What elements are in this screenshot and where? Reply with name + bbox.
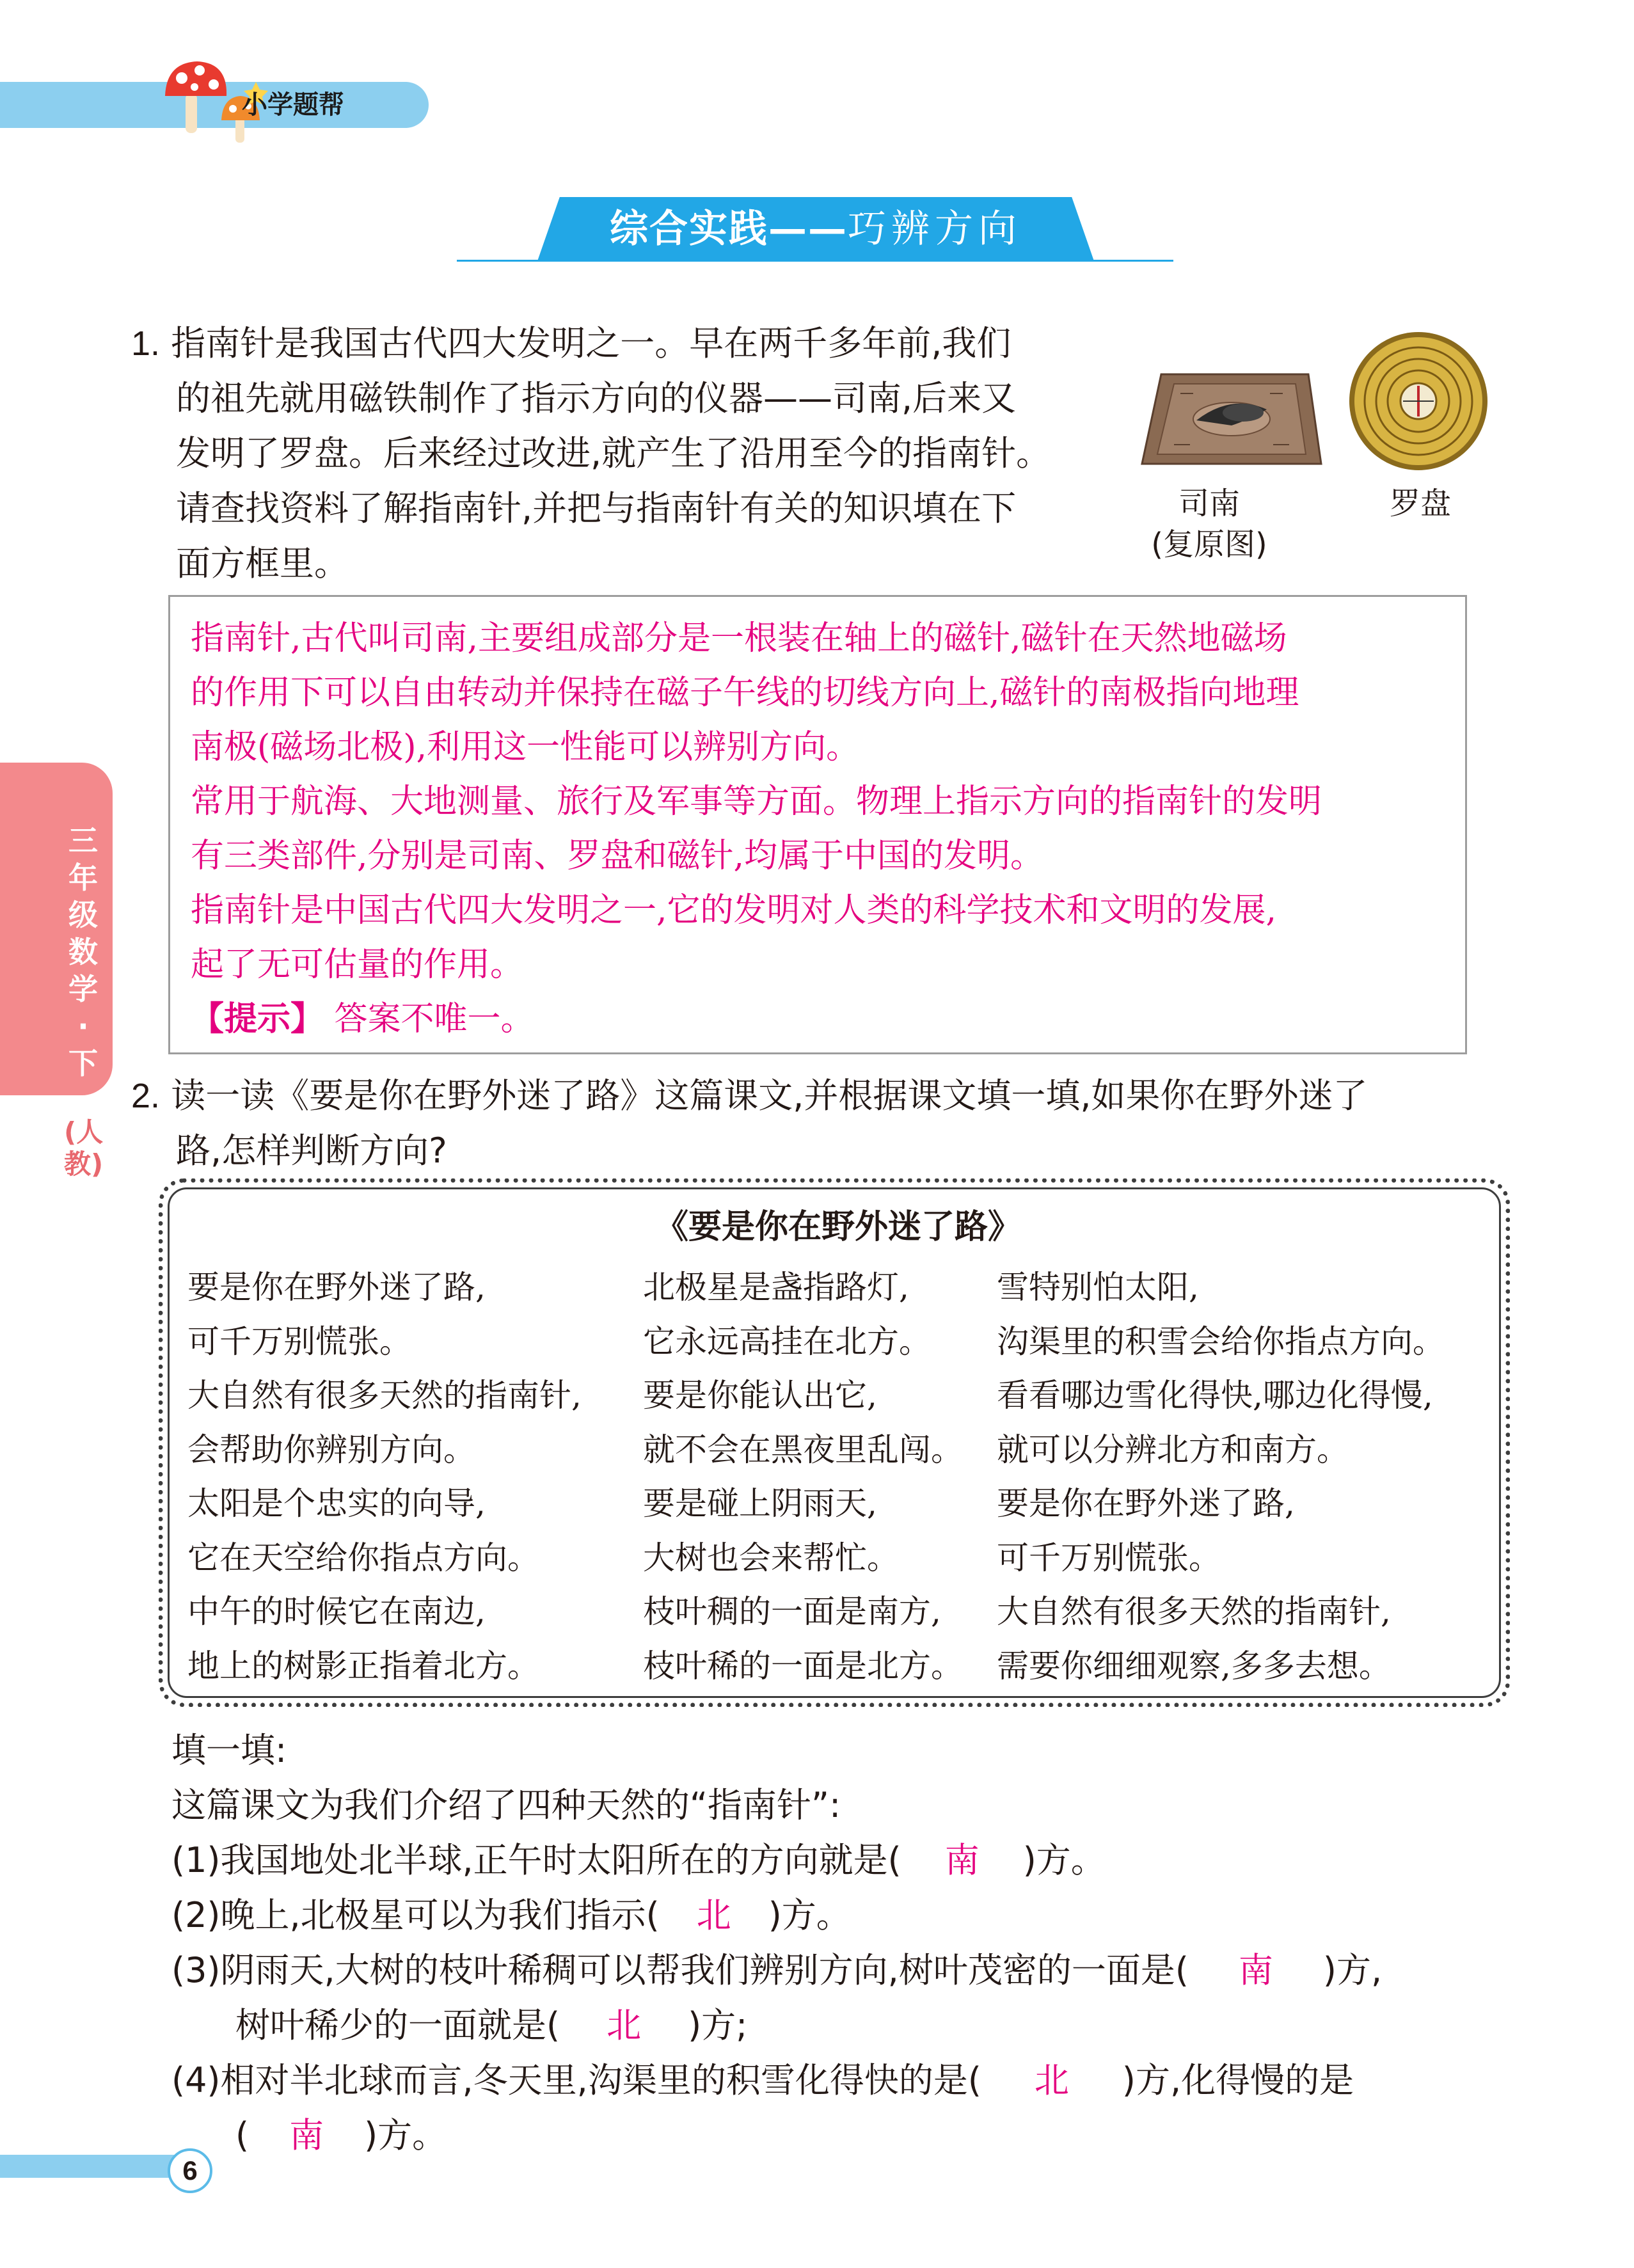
answer-line: 起了无可估量的作用。 <box>191 946 524 984</box>
fill-answer: 北 <box>607 2005 642 2045</box>
poem-line: 就可以分辨北方和南方。 <box>997 1431 1349 1468</box>
luopan-caption: 罗盘 <box>1389 486 1451 521</box>
poem-line: 要是你在野外迷了路, <box>187 1269 486 1306</box>
hint-label: 【提示】 <box>191 1000 324 1038</box>
fill-item-3: (3)阴雨天,大树的枝叶稀稠可以帮我们辨别方向,树叶茂密的一面是( 南 )方, <box>171 1943 1547 1998</box>
fill-item-1: (1)我国地处北半球,正午时太阳所在的方向就是( 南 )方。 <box>171 1833 1547 1888</box>
poem-line: 沟渠里的积雪会给你指点方向。 <box>997 1322 1445 1360</box>
question-number: 2. <box>131 1077 161 1115</box>
fill-item-3-cont: 树叶稀少的一面就是( 北 )方; <box>171 1998 1547 2053</box>
poem-line: 它在天空给你指点方向。 <box>187 1539 539 1576</box>
poem-line: 大自然有很多天然的指南针, <box>187 1377 582 1414</box>
luopan-compass-image <box>1347 329 1491 473</box>
hint-text: 答案不唯一。 <box>334 1000 534 1038</box>
hint-line <box>191 992 1464 1047</box>
poem-line: 可千万别慌张。 <box>997 1539 1221 1576</box>
poem-line: 要是碰上阴雨天, <box>643 1485 877 1522</box>
poem-title: 《要是你在野外迷了路》 <box>654 1208 1021 1246</box>
question-2-line: 2. 读一读《要是你在野外迷了路》这篇课文,并根据课文填一填,如果你在野外迷了 <box>131 1075 1368 1116</box>
answer-line: 常用于航海、大地测量、旅行及军事等方面。物理上指示方向的指南针的发明 <box>191 782 1322 821</box>
fill-item-2: (2)晚上,北极星可以为我们指示( 北 )方。 <box>171 1888 1547 1943</box>
poem-line: 雪特别怕太阳, <box>997 1269 1199 1306</box>
fill-answer: 南 <box>289 2115 324 2155</box>
fill-answer: 北 <box>1034 2060 1069 2100</box>
page-number: 6 <box>168 2148 212 2193</box>
section-title <box>537 197 1094 261</box>
side-tab-subject: 三年级数学·下 <box>68 823 98 1081</box>
fill-answer: 北 <box>696 1895 731 1935</box>
answer-text <box>191 612 1464 1047</box>
poem-line: 就不会在黑夜里乱闯。 <box>643 1431 963 1468</box>
footer-band <box>0 2155 192 2178</box>
answer-line: 指南针是中国古代四大发明之一,它的发明对人类的科学技术和文明的发展, <box>191 891 1277 930</box>
poem-line: 中午的时候它在南边, <box>187 1593 486 1630</box>
section-title-main: 综合实践 <box>610 207 768 251</box>
question-2-line: 路,怎样判断方向? <box>176 1130 447 1171</box>
poem-column-3 <box>997 1260 1445 1693</box>
fill-answer: 南 <box>944 1840 980 1880</box>
side-tab-edition: (人教) <box>64 1116 104 1180</box>
fill-item-4-cont: ( 南 )方。 <box>171 2108 1547 2163</box>
poem-line: 会帮助你辨别方向。 <box>187 1431 475 1468</box>
question-number: 1. <box>131 324 161 363</box>
poem-line: 要是你能认出它, <box>643 1377 877 1414</box>
question-1-line: 的祖先就用磁铁制作了指示方向的仪器——司南,后来又 <box>176 378 1017 418</box>
section-title-dash: —— <box>768 207 848 251</box>
poem-line: 可千万别慌张。 <box>187 1322 411 1360</box>
poem-line: 大树也会来帮忙。 <box>643 1539 899 1576</box>
poem-line: 看看哪边雪化得快,哪边化得慢, <box>997 1377 1433 1414</box>
poem-line: 地上的树影正指着北方。 <box>187 1647 539 1685</box>
poem-column-2 <box>643 1260 963 1693</box>
sinan-caption: 司南 (复原图) <box>1151 486 1267 562</box>
poem-line: 它永远高挂在北方。 <box>643 1322 931 1360</box>
fill-answer: 南 <box>1238 1950 1273 1990</box>
poem-column-1 <box>187 1260 582 1693</box>
question-1 <box>131 316 1129 591</box>
poem-line: 大自然有很多天然的指南针, <box>997 1593 1391 1630</box>
fill-item-4: (4)相对半北球而言,冬天里,沟渠里的积雪化得快的是( 北 )方,化得慢的是 <box>171 2053 1547 2108</box>
brand-name: 小学题帮 <box>242 90 344 120</box>
poem-line: 北极星是盏指路灯, <box>643 1269 909 1306</box>
poem-line: 要是你在野外迷了路, <box>997 1485 1295 1522</box>
poem-line: 枝叶稀的一面是北方。 <box>643 1647 963 1685</box>
poem-line: 太阳是个忠实的向导, <box>187 1485 486 1522</box>
poem-line: 需要你细细观察,多多去想。 <box>997 1647 1391 1685</box>
answer-line: 的作用下可以自由转动并保持在磁子午线的切线方向上,磁针的南极指向地理 <box>191 674 1299 712</box>
question-2 <box>131 1068 1519 1178</box>
answer-line: 有三类部件,分别是司南、罗盘和磁针,均属于中国的发明。 <box>191 837 1044 875</box>
question-1-line: 1. 指南针是我国古代四大发明之一。早在两千多年前,我们 <box>131 323 1011 363</box>
section-title-sub: 巧辨方向 <box>848 207 1022 251</box>
answer-line: 指南针,古代叫司南,主要组成部分是一根装在轴上的磁针,磁针在天然地磁场 <box>191 619 1287 658</box>
fill-intro: 这篇课文为我们介绍了四种天然的“指南针”: <box>171 1785 841 1825</box>
question-1-line: 发明了罗盘。后来经过改进,就产生了沿用至今的指南针。 <box>176 433 1051 473</box>
sinan-compass-image <box>1136 349 1328 477</box>
question-1-line: 请查找资料了解指南针,并把与指南针有关的知识填在下 <box>176 488 1017 528</box>
question-1-line: 面方框里。 <box>176 543 349 583</box>
answer-line: 南极(磁场北极),利用这一性能可以辨别方向。 <box>191 728 860 766</box>
fill-section <box>171 1723 1547 2163</box>
poem-line: 枝叶稠的一面是南方, <box>643 1593 941 1630</box>
fill-heading: 填一填: <box>171 1730 287 1770</box>
